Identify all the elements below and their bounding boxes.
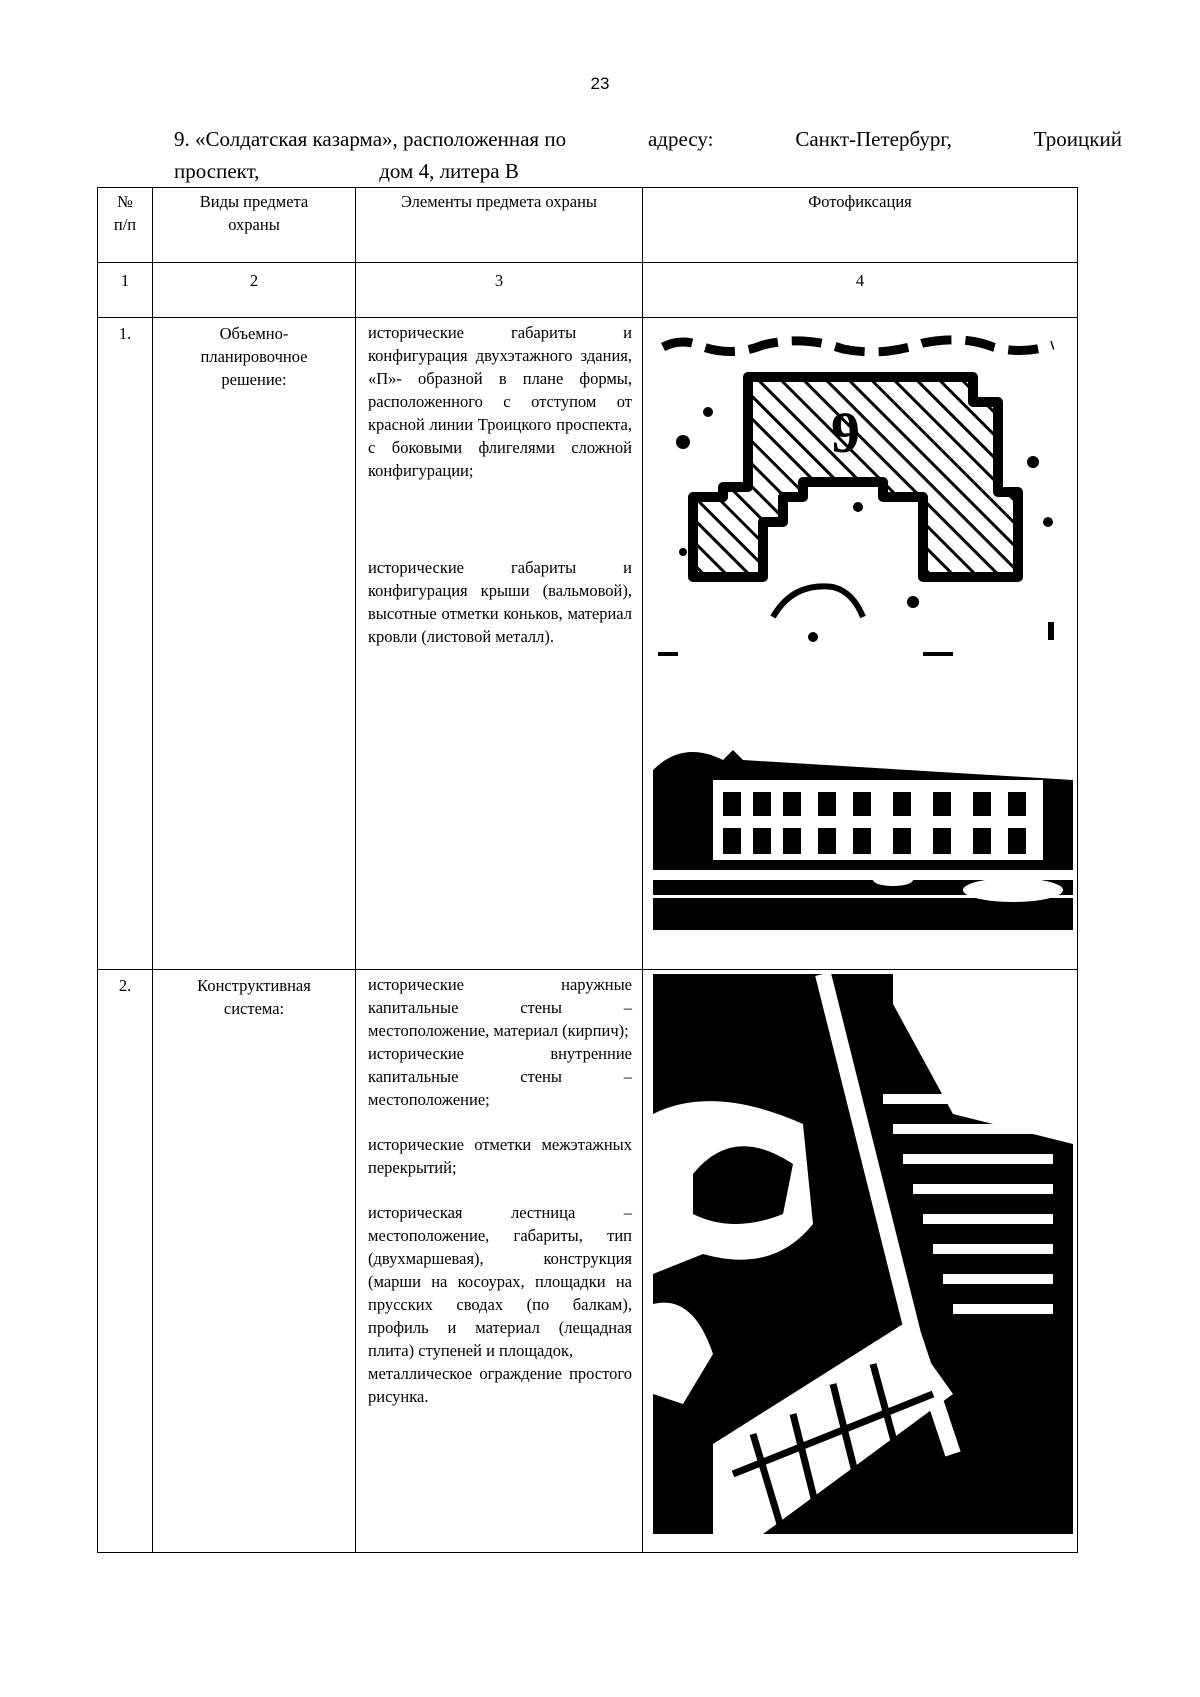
staircase-photo — [653, 974, 1073, 1534]
column-number-row — [98, 263, 1078, 318]
heading-part: 9. «Солдатская казарма», расположенная по — [174, 127, 567, 151]
street-facade-photo — [653, 730, 1073, 930]
row-number: 2. — [98, 970, 153, 1553]
site-plan-image — [653, 322, 1073, 682]
photo-cell — [643, 318, 1078, 970]
table-header-row — [98, 188, 1078, 263]
header-photo: Фотофиксация — [643, 188, 1078, 263]
object-heading — [174, 123, 1122, 187]
heading-part: Троицкий — [1033, 127, 1122, 151]
header-kind: Виды предмета охраны — [153, 188, 356, 263]
column-number: 2 — [153, 263, 356, 318]
element-text: исторические внутренние капитальные стены – местоположение; — [368, 1044, 632, 1109]
table-row — [98, 318, 1078, 970]
protection-elements — [356, 970, 643, 1553]
header-elements: Элементы предмета охраны — [356, 188, 643, 263]
header-num: № п/п — [98, 188, 153, 263]
row-number: 1. — [98, 318, 153, 970]
element-text: металлическое ограждение простого рисунка. — [368, 1364, 632, 1406]
element-text: исторические габариты и конфигурация двухэтажного здания, «П»- образной в плане формы, расположенного с отступом от красной линии Троицкого проспекта, с боковыми флигелями сложной конфигурации; — [368, 323, 632, 480]
column-number: 3 — [356, 263, 643, 318]
heading-part: дом 4, литера В — [379, 159, 519, 183]
element-text: исторические отметки межэтажных перекрытий; — [368, 1135, 632, 1177]
element-text: историческая лестница – местоположение, габариты, тип (двухмаршевая), конструкция (марши на косоурах, площадки на прусских сводах (по балкам), профиль и материал (лещадная плита) ступеней и площадок, — [368, 1203, 632, 1360]
protection-kind: Конструктивная система: — [153, 970, 356, 1553]
photo-cell — [643, 970, 1078, 1553]
heading-part: Санкт-Петербург, — [795, 127, 952, 151]
table-row — [98, 970, 1078, 1553]
element-text: исторические наружные капитальные стены – местоположение, материал (кирпич); — [368, 975, 632, 1040]
heading-part: проспект, — [174, 159, 260, 183]
protection-elements — [356, 318, 643, 970]
column-number: 1 — [98, 263, 153, 318]
page-number: 23 — [590, 74, 610, 93]
protection-kind: Объемно-планировочное решение: — [153, 318, 356, 970]
protection-table — [97, 187, 1078, 1553]
plan-building-number: 9 — [831, 400, 860, 465]
heading-part: адресу: — [647, 127, 714, 151]
column-number: 4 — [643, 263, 1078, 318]
element-text: исторические габариты и конфигурация крыши (вальмовой), высотные отметки коньков, материал кровли (листовой металл). — [368, 558, 632, 646]
